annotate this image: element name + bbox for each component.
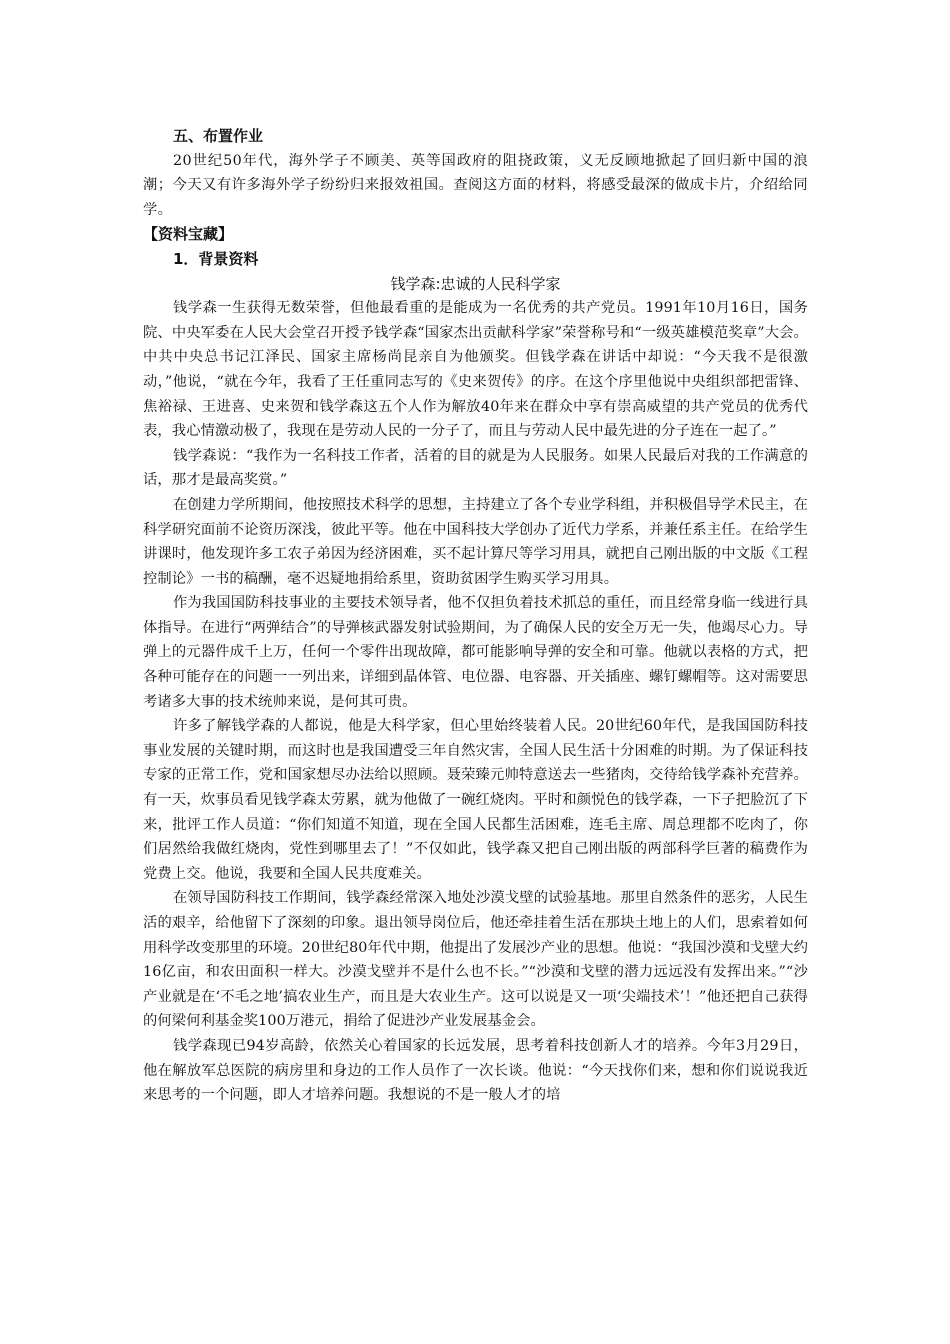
article-paragraph-6: 在领导国防科技工作期间，钱学森经常深入地处沙漠戈壁的试验基地。那里自然条件的恶劣，人民生活的艰辛，给他留下了深刻的印象。退出领导岗位后，他还牵挂着生活在那块土地上的人们，思索着如何用科学改变那里的环境。20世纪80年代中期，他提出了发展沙产业的思想。他说：“我国沙漠和戈壁大约16亿亩，和农田面积一样大。沙漠戈壁并不是什么也不长。”“沙漠和戈壁的潜力远远没有发挥出来。”“沙产业就是在‘不毛之地’搞农业生产，而且是大农业生产。这可以说是又一项‘尖端技术’！”他还把自己获得的何梁何利基金奖100万港元，捐给了促进沙产业发展基金会。: [143, 890, 808, 1030]
article-title: 钱学森:忠诚的人民科学家: [390, 274, 561, 293]
section-label: 【资料宝藏】: [143, 225, 234, 244]
document-page: [143, 124, 808, 1108]
article-paragraph-3: 在创建力学所期间，他按照技术科学的思想，主持建立了各个专业学科组，并积极倡导学术民主，在科学研究面前不论资历深浅，彼此平等。他在中国科技大学创办了近代力学系，并兼任系主任。在给学生讲课时，他发现许多工农子弟因为经济困难，买不起计算尺等学习用具，就把自己刚出版的中文版《工程控制论》一书的稿酬，毫不迟疑地捐给系里，资助贫困学生购买学习用具。: [143, 496, 808, 587]
article-paragraph-2: 钱学森说：“我作为一名科技工作者，活着的目的就是为人民服务。如果人民最后对我的工作满意的话，那才是最高奖赏。”: [143, 447, 808, 489]
homework-paragraph: 20世纪50年代，海外学子不顾美、英等国政府的阻挠政策，义无反顾地掀起了回归新中国的浪潮；今天又有许多海外学子纷纷归来报效祖国。查阅这方面的材料，将感受最深的做成卡片，介绍给同学。: [143, 152, 808, 218]
article-paragraph-7: 钱学森现已94岁高龄，依然关心着国家的长远发展，思考着科技创新人才的培养。今年3月29日，他在解放军总医院的病房里和身边的工作人员作了一次长谈。他说：“今天找你们来，想和你们说说我近来思考的一个问题，即人才培养问题。我想说的不是一般人才的培: [143, 1037, 808, 1104]
article-paragraph-4: 作为我国国防科技事业的主要技术领导者，他不仅担负着技术抓总的重任，而且经常身临一线进行具体指导。在进行“两弹结合”的导弹核武器发射试验期间，为了确保人民的安全万无一失，他竭尽心力。导弹上的元器件成千上万，任何一个零件出现故障，都可能影响导弹的安全和可靠。他就以表格的方式，把各种可能存在的问题一一列出来，详细到晶体管、电位器、电容器、开关插座、螺钉螺帽等。这对需要思考诸多大事的技术统帅来说，是何其可贵。: [143, 595, 808, 710]
homework-heading: 五、布置作业: [173, 127, 264, 145]
article-paragraph-1: 钱学森一生获得无数荣誉，但他最看重的是能成为一名优秀的共产党员。1991年10月16日，国务院、中央军委在人民大会堂召开授予钱学森“国家杰出贡献科学家”荣誉称号和“一级英雄模范奖章”大会。中共中央总书记江泽民、国家主席杨尚昆亲自为他颁奖。但钱学森在讲话中却说：“今天我不是很激动，”他说，“就在今年，我看了王任重同志写的《史来贺传》的序。在这个序里他说中央组织部把雷锋、焦裕禄、王进喜、史来贺和钱学森这五个人作为解放40年来在群众中享有崇高威望的共产党员的优秀代表，我心情激动极了，我现在是劳动人民的一分子了，而且与劳动人民中最先进的分子连在一起了。”: [143, 300, 808, 440]
subsection-label: 1．背景资料: [173, 249, 259, 268]
article-paragraph-5: 许多了解钱学森的人都说，他是大科学家，但心里始终装着人民。20世纪60年代，是我国国防科技事业发展的关键时期，而这时也是我国遭受三年自然灾害，全国人民生活十分困难的时期。为了保证科技专家的正常工作，党和国家想尽办法给以照顾。聂荣臻元帅特意送去一些猪肉，交待给钱学森补充营养。有一天，炊事员看见钱学森太劳累，就为他做了一碗红烧肉。平时和颜悦色的钱学森，一下子把脸沉了下来，批评工作人员道：“你们知道不知道，现在全国人民都生活困难，连毛主席、周总理都不吃肉了，你们居然给我做红烧肉，党性到哪里去了！”不仅如此，钱学森又把自己刚出版的两部科学巨著的稿费作为党费上交。他说，我要和全国人民共度难关。: [143, 718, 808, 882]
